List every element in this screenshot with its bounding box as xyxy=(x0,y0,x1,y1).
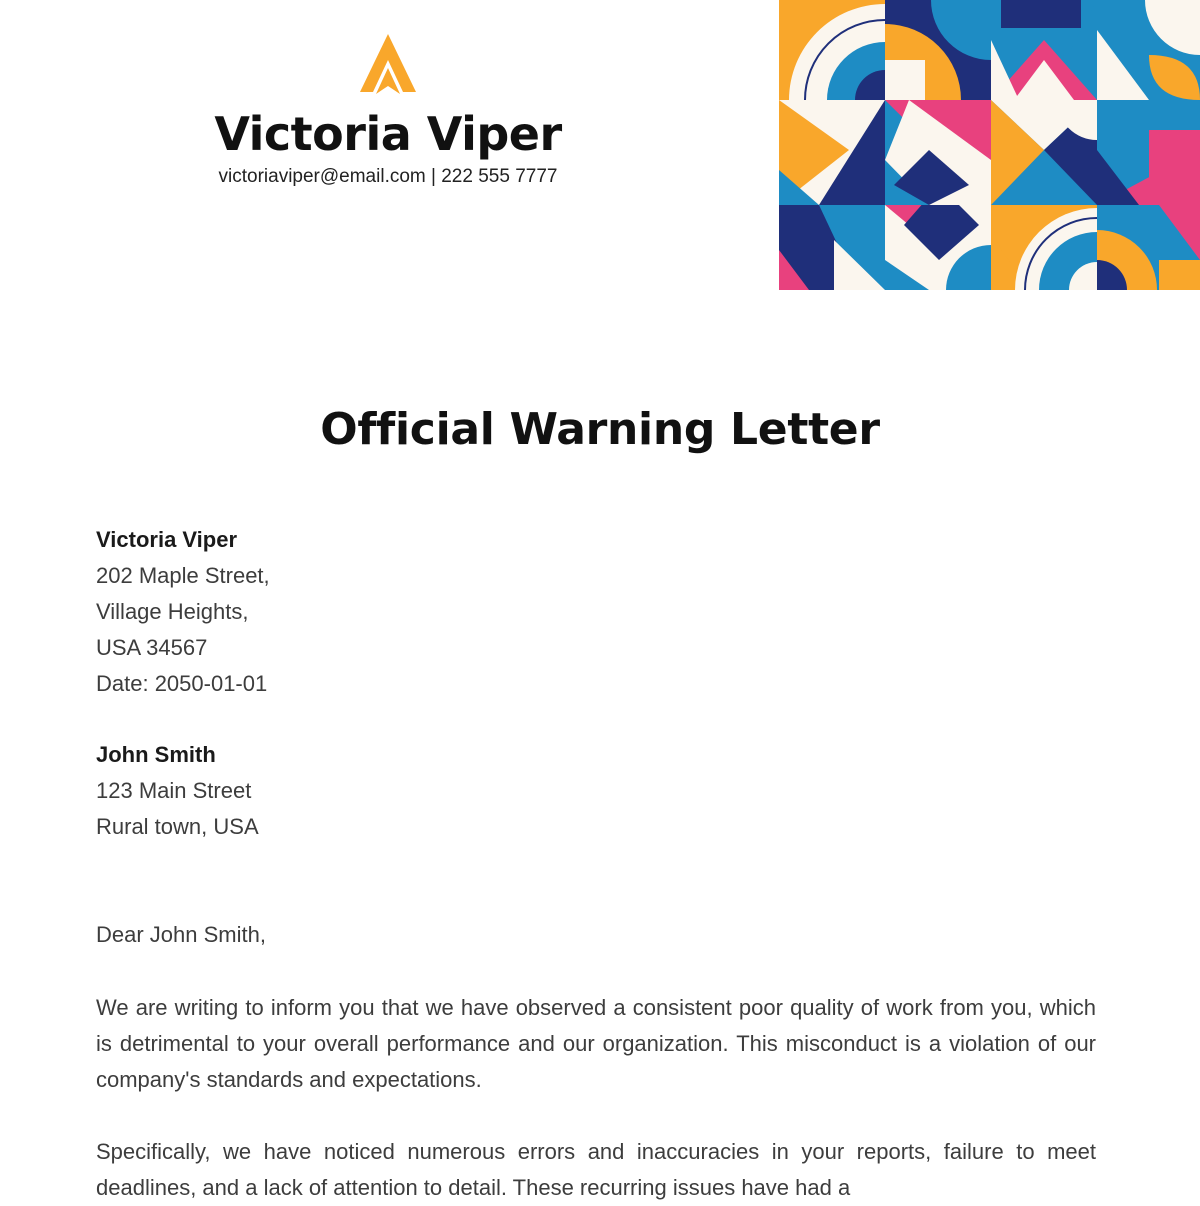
sender-address-line: 202 Maple Street, xyxy=(96,563,270,588)
letterhead xyxy=(160,30,616,188)
document-title: Official Warning Letter xyxy=(320,404,880,455)
recipient-address-block xyxy=(96,737,259,845)
sender-address-block xyxy=(96,522,270,702)
sender-address-line: USA 34567 xyxy=(96,635,208,660)
sender-name: Victoria Viper xyxy=(96,527,238,552)
recipient-address-line: Rural town, USA xyxy=(96,814,259,839)
recipient-name: John Smith xyxy=(96,742,216,767)
letterhead-contact: victoriaviper@email.com | 222 555 7777 xyxy=(218,166,558,187)
salutation: Dear John Smith, xyxy=(96,922,266,947)
letter-date: Date: 2050-01-01 xyxy=(96,671,268,696)
letterhead-name: Victoria Viper xyxy=(214,107,562,161)
brand-logo-icon xyxy=(356,30,420,100)
decorative-pattern xyxy=(779,0,1200,290)
geometric-pattern-graphic xyxy=(779,0,1200,290)
body-paragraph: We are writing to inform you that we have observed a consistent poor quality of work from you, which is detrimental to your overall performance and our organization. This misconduct is a violation of our company's standards and expectations. xyxy=(96,995,1096,1092)
sender-address-line: Village Heights, xyxy=(96,599,249,624)
body-paragraph: Specifically, we have noticed numerous errors and inaccuracies in your reports, failure to meet deadlines, and a lack of attention to detail. These recurring issues have had a xyxy=(96,1139,1096,1200)
recipient-address-line: 123 Main Street xyxy=(96,778,252,803)
